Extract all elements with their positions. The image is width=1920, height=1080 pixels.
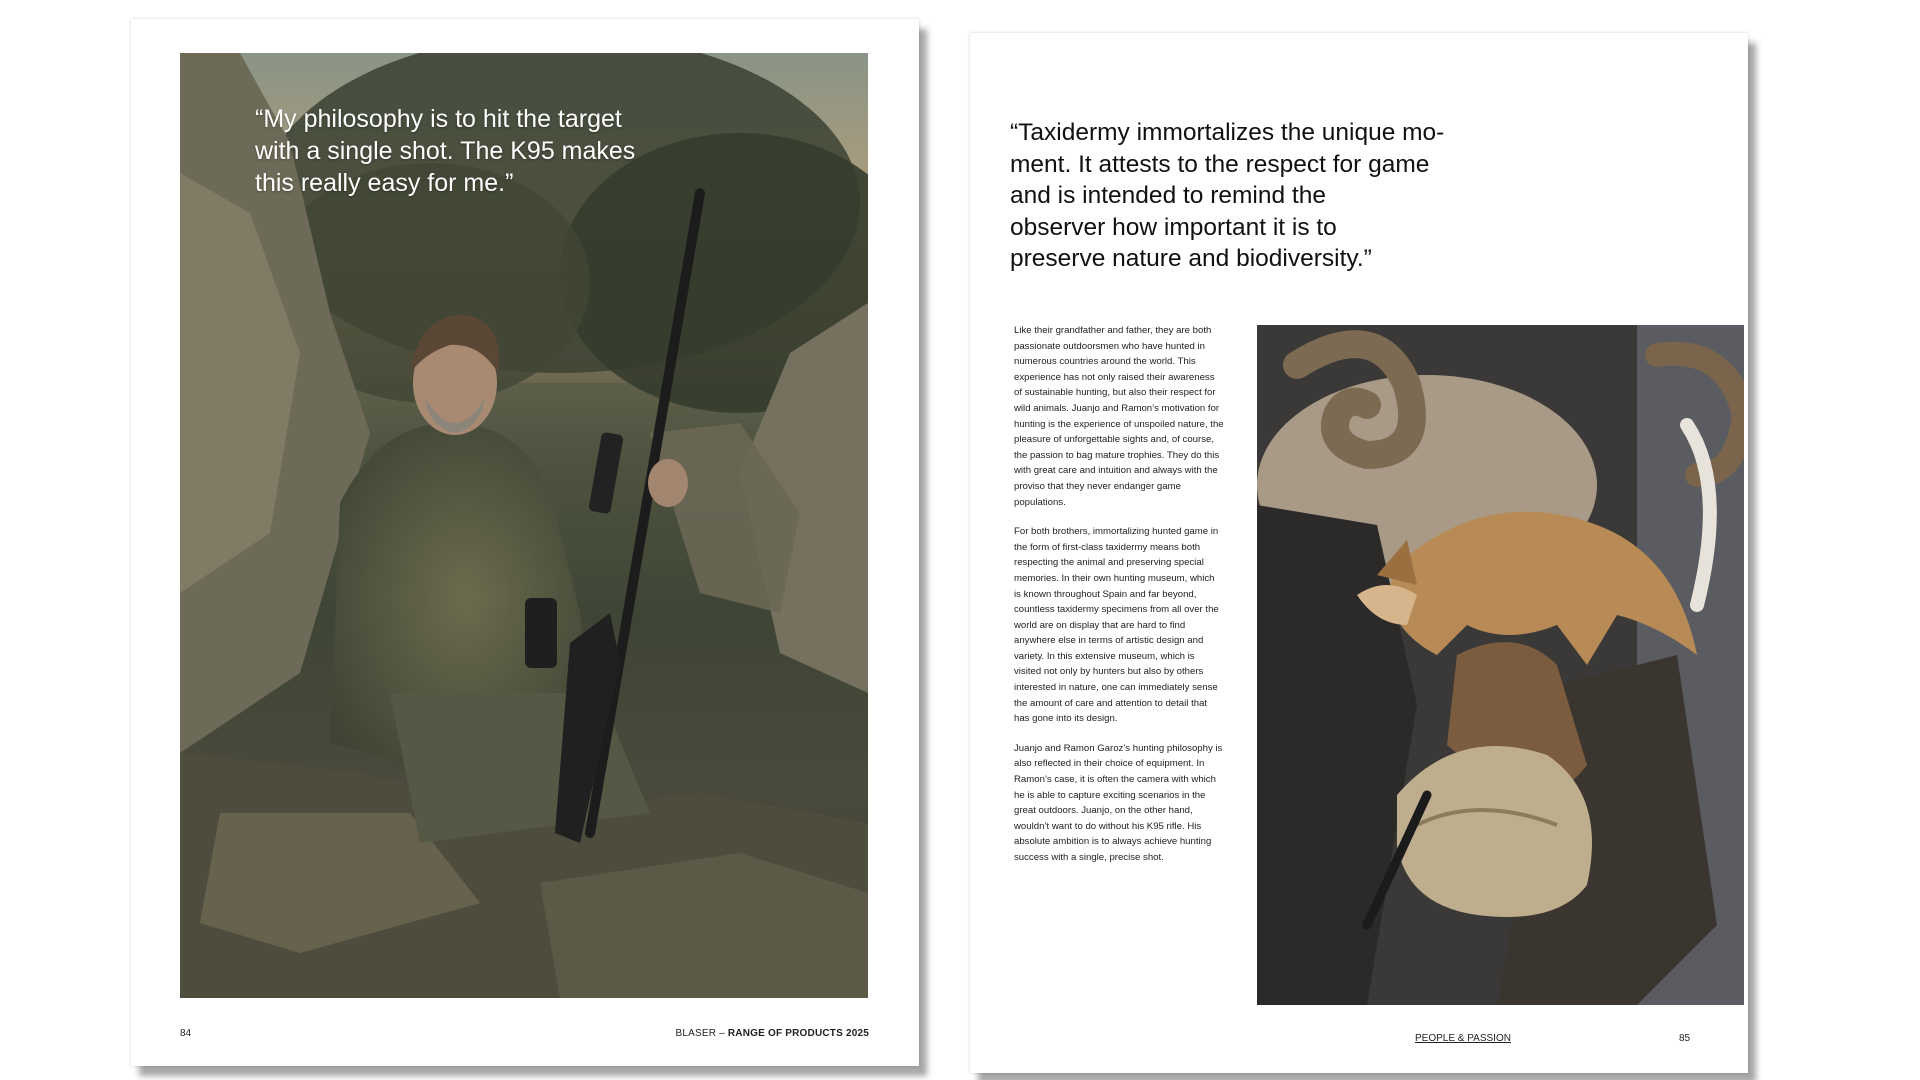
pull-quote — [255, 103, 655, 199]
left-page — [131, 19, 919, 1066]
footer-title: RANGE OF PRODUCTS 2025 — [727, 1028, 869, 1039]
taxidermy-display-photo — [1257, 325, 1744, 1005]
page-number: 84 — [180, 1028, 192, 1039]
footer-brand: BLASER – — [675, 1028, 728, 1039]
quote-line: and is intended to remind the — [1010, 182, 1326, 209]
taxidermy-illustration — [1257, 325, 1744, 1005]
section-link[interactable]: PEOPLE & PASSION — [1415, 1033, 1511, 1044]
quote-line: with a single shot. The K95 makes — [255, 137, 636, 165]
body-paragraph: Like their grandfather and father, they are both passionate outdoorsmen who have hunted in numerous countries around the world. This experience has not only raised their awareness of sustainable hunting, but also their respect for wild animals. Juanjo and Ramon’s motivation for hunting is the experience of unspoiled nature, the pleasure of unforgettable sights and, of course, the passion to bag mature trophies. They do this with great care and intuition and always with the proviso that they never endanger game populations. — [1014, 325, 1224, 508]
hunter-portrait-photo — [180, 53, 868, 998]
right-page — [970, 33, 1748, 1073]
quote-line: preserve nature and biodiversity.” — [1010, 245, 1372, 272]
quote-line: ment. It attests to the respect for game — [1010, 150, 1430, 178]
quote-line: “My philosophy is to hit the target — [255, 105, 622, 133]
running-footer — [676, 1028, 870, 1039]
quote-line: observer how important it is to — [1010, 213, 1337, 241]
body-paragraph: For both brothers, immortalizing hunted game in the form of first-class taxidermy means both respecting the animal and preserving special memories. In their own hunting museum, which is known throughout Spain and far beyond, countless taxidermy specimens from all over the world are on display that are hard to find anywhere else in terms of artistic design and variety. In this extensive museum, which is visited not only by hunters but also by others interested in nature, one can immediately sense the amount of care and attention to detail that has gone into its design. — [1014, 526, 1219, 725]
page-number: 85 — [1679, 1033, 1691, 1044]
pull-quote — [1010, 117, 1480, 275]
quote-line: this really easy for me.” — [255, 169, 514, 197]
quote-line: “Taxidermy immortalizes the unique mo- — [1010, 119, 1445, 146]
body-paragraph: Juanjo and Ramon Garoz’s hunting philosophy is also reflected in their choice of equipment. In Ramon’s case, it is often the camera with which he is able to capture exciting scenarios in the great outdoors. Juanjo, on the other hand, wouldn’t want to do without his K95 rifle. His absolute ambition is to always achieve hunting success with a single, precise shot. — [1014, 742, 1223, 863]
article-body — [1014, 323, 1224, 880]
